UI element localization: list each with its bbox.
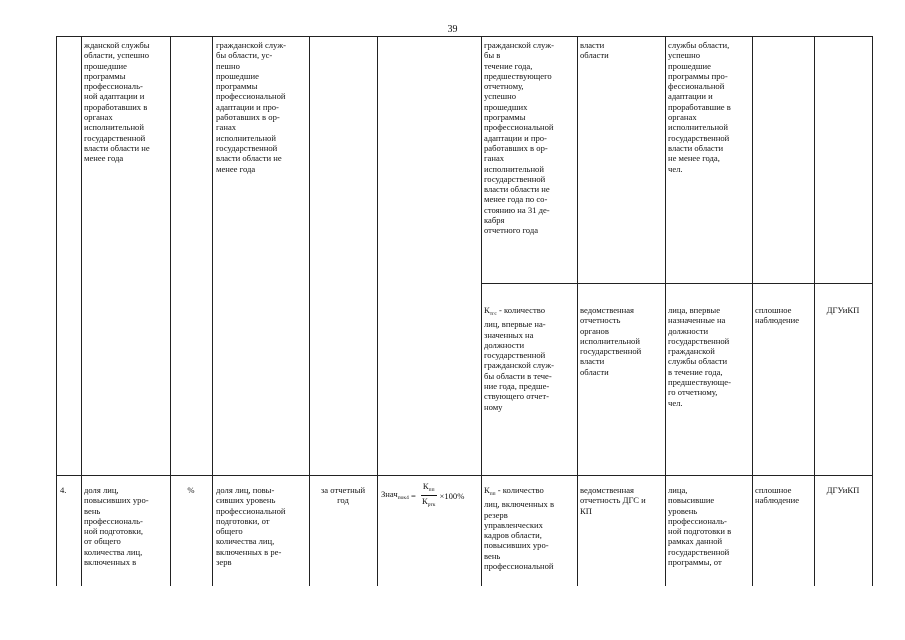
formula-lhs: Знач: [381, 488, 398, 499]
responsible: ДГУиКП: [826, 485, 860, 495]
formula-multiplier: ×100%: [439, 490, 465, 501]
indicator-name-continued: жданской службы области, успешно прошедшие программы профессиональ- ной адаптации и проработавших в органах исполнительной государственной власти области не менее года: [84, 40, 150, 164]
formula-denominator: $К_{ртк}$: [421, 496, 436, 508]
variable-symbol: К: [484, 305, 490, 315]
indicator-name: доля лиц, повысивших уро- вень профессиональ- ной подготовки, от общего количества лиц, включенных в: [84, 485, 149, 568]
variable-description-continued: гражданской служ- бы в течение года, предшествующего отчетному, успешно прошедших программы профессиональной адаптации и про- работавших в ор- ганах исполнительной государственной власти области не менее года по со- стоянию на 31 де- кабря отчетного года: [484, 40, 555, 236]
variable-text: - количество лиц, впервые на- значенных на должности государственной гражданской служ- бы области в тече- ние года, предше- ствующего отчет- ному: [484, 305, 555, 412]
data-source-continued: власти области: [580, 40, 609, 61]
row-divider: [56, 475, 873, 476]
page-number: 39: [447, 24, 458, 35]
observation-unit-continued: службы области, успешно прошедшие программы про- фессиональной адаптации и проработавшие в органах исполнительной государственной власти области не менее года, чел.: [668, 40, 731, 174]
column-divider: [665, 36, 666, 586]
column-divider: [481, 36, 482, 586]
column-divider: [577, 36, 578, 586]
formula-fraction: [420, 481, 438, 510]
formula-numerator: $К_{пп}$: [421, 481, 437, 496]
table-border-left: [56, 36, 57, 586]
row-divider: [481, 283, 873, 284]
column-divider: [377, 36, 378, 586]
indicator-unit: %: [187, 485, 195, 495]
variable-description-kpp: [484, 485, 577, 571]
data-source-ktgs: ведомственная отчетность органов исполнительной государственной власти области: [580, 305, 642, 377]
column-divider: [752, 36, 753, 586]
variable-subscript: тгс: [489, 311, 497, 317]
collection-method-ktgs: сплошное наблюдение: [755, 305, 800, 326]
row-number: 4.: [60, 485, 67, 495]
variable-subscript: пп: [489, 491, 496, 497]
collection-method: сплошное наблюдение: [755, 485, 800, 506]
column-divider: [212, 36, 213, 586]
indicator-table: [56, 36, 873, 596]
variable-description-ktgs: [484, 305, 577, 412]
responsible-ktgs: ДГУиКП: [826, 305, 860, 315]
formula: [381, 481, 481, 510]
indicator-definition-continued: гражданской служ- бы области, ус- пешно прошедшие программы профессиональной адаптации и про- работавших в ор- ганах исполнительной государственной власти области не менее года: [216, 40, 287, 174]
table-border-top: [56, 36, 873, 37]
reporting-period: за отчетный год: [320, 485, 366, 506]
variable-symbol: К: [484, 485, 490, 495]
column-divider: [170, 36, 171, 586]
formula-lhs-subscript: пок4: [397, 494, 409, 501]
indicator-definition: доля лиц, повы- сивших уровень профессиональной подготовки, от общего количества лиц, включенных в ре- зерв: [216, 485, 286, 568]
table-border-right: [872, 36, 873, 586]
data-source: ведомственная отчетность ДГС и КП: [580, 485, 646, 516]
equals-sign: =: [408, 490, 418, 501]
observation-unit-ktgs: лица, впервые назначенные на должности государственной гражданской службы области в течение года, предшествующе- го отчетному, чел.: [668, 305, 731, 408]
variable-text: - количество лиц, включенных в резерв управленческих кадров области, повысивших уро- вень профессиональной: [484, 485, 555, 572]
observation-unit: лица, повысившие уровень профессиональ- ной подготовки в рамках данной государственной программы, от: [668, 485, 732, 568]
column-divider: [81, 36, 82, 586]
